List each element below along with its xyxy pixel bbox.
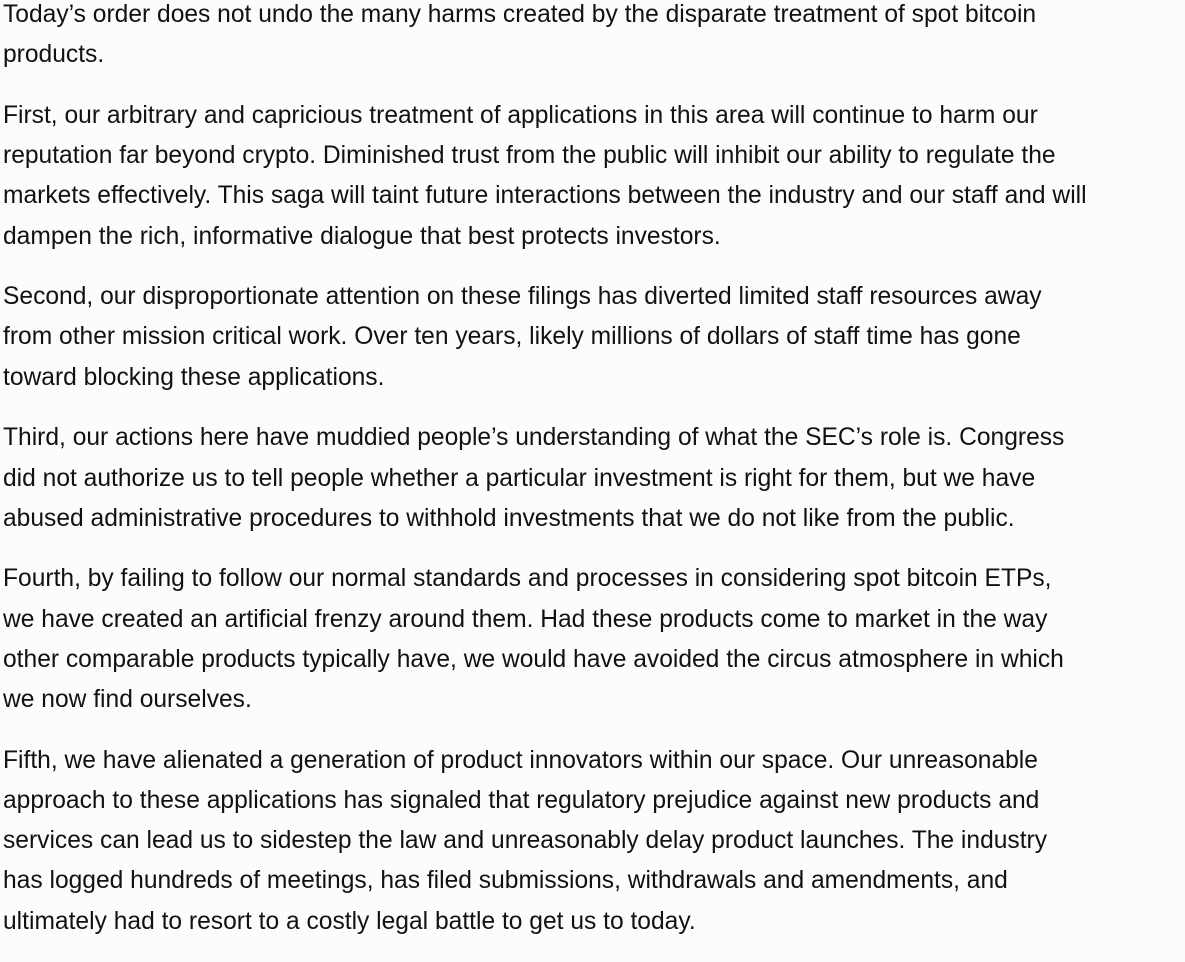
document-body bbox=[3, 0, 1185, 962]
paragraph-intro: Today’s order does not undo the many harms created by the disparate treatment of spot bitcoin products. bbox=[3, 1, 1037, 69]
paragraph-fifth: Fifth, we have alienated a generation of product innovators within our space. Our unreasonable approach to these applications has signaled that regulatory prejudice against new products and services can lead us to sidestep the law and unreasonably delay product launches. The industry has logged hundreds of meetings, has filed submissions, withdrawals and amendments, and ultimately had to resort to a costly legal battle to get us to today. bbox=[3, 746, 1048, 935]
paragraph-first: First, our arbitrary and capricious treatment of applications in this area will continue to harm our reputation far beyond crypto. Diminished trust from the public will inhibit our ability to regulate the markets effectively. This saga will taint future interactions between the industry and our staff and will dampen the rich, informative dialogue that best protects investors. bbox=[3, 101, 1087, 250]
paragraph-fourth: Fourth, by failing to follow our normal standards and processes in considering spot bitcoin ETPs, we have created an artificial frenzy around them. Had these products come to market in the way other comparable products typically have, we would have avoided the circus atmosphere in which we now find ourselves. bbox=[3, 565, 1064, 714]
paragraph-second: Second, our disproportionate attention on these filings has diverted limited staff resources away from other mission critical work. Over ten years, likely millions of dollars of staff time has gone toward blocking these applications. bbox=[3, 283, 1042, 391]
paragraph-third: Third, our actions here have muddied people’s understanding of what the SEC’s role is. Congress did not authorize us to tell people whether a particular investment is right for them, but we have abused administrative procedures to withhold investments that we do not like from the public. bbox=[3, 424, 1065, 532]
